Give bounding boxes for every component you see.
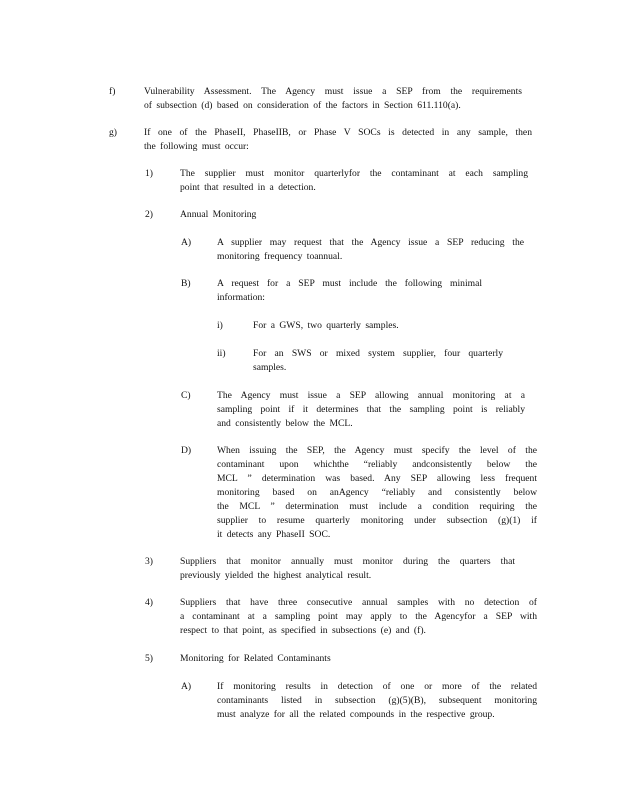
text-line: If one of the PhaseII, PhaseIIB, or Phase V SOCs is detected in any sample, then <box>144 127 532 138</box>
text-line: samples. <box>253 362 287 373</box>
text-line: sampling point if it determines that the sampling point is reliably <box>217 404 525 415</box>
text-line: When issuing the SEP, the Agency must specify the level of the <box>217 445 537 456</box>
item-label-g3: 3) <box>145 556 153 567</box>
text-line: and consistently below the MCL. <box>217 418 353 429</box>
item-label-g2C: C) <box>181 390 191 401</box>
item-label-g2D: D) <box>181 445 192 456</box>
item-label-g4: 4) <box>145 597 153 608</box>
text-line: the MCL ” determination must include a condition requiring the <box>217 501 537 512</box>
item-label-g1: 1) <box>145 168 153 179</box>
text-line: respect to that point, as specified in subsections (e) and (f). <box>180 625 426 636</box>
text-line: Annual Monitoring <box>180 209 257 220</box>
item-label-f: f) <box>109 86 116 97</box>
item-label-g2Bii: ii) <box>217 348 226 359</box>
item-text-g2 <box>180 208 528 222</box>
item-label-g2: 2) <box>145 209 153 220</box>
text-line: A request for a SEP must include the following minimal <box>217 278 482 289</box>
item-label-g2Bi: i) <box>217 320 223 331</box>
text-line: contaminant upon whichthe “reliably andconsistently below the <box>217 459 537 470</box>
text-line: A supplier may request that the Agency issue a SEP reducing the <box>217 237 524 248</box>
item-label-g2B: B) <box>181 278 191 289</box>
text-line: supplier to resume quarterly monitoring under subsection (g)(1) if <box>217 515 537 526</box>
text-line: must analyze for all the related compounds in the respective group. <box>217 709 495 720</box>
item-text-g2A <box>217 236 524 264</box>
text-line: of subsection (d) based on consideration of the factors in Section 611.110(a). <box>144 100 461 111</box>
text-line: If monitoring results in detection of one or more of the related <box>217 681 537 692</box>
item-text-g2Bii <box>253 347 503 375</box>
text-line: previously yielded the highest analytical result. <box>180 570 372 581</box>
item-text-g2C <box>217 389 525 431</box>
item-label-g2A: A) <box>181 237 192 248</box>
text-line: Suppliers that monitor annually must monitor during the quarters that <box>180 556 515 567</box>
text-line: contaminants listed in subsection (g)(5)(B), subsequent monitoring <box>217 695 537 706</box>
text-line: For a GWS, two quarterly samples. <box>253 320 399 331</box>
item-text-g5 <box>180 652 528 666</box>
text-line: For an SWS or mixed system supplier, four quarterly <box>253 348 503 359</box>
text-line: Monitoring for Related Contaminants <box>180 653 331 664</box>
item-text-g4 <box>180 596 537 638</box>
item-text-g2B <box>217 277 482 305</box>
text-line: monitoring frequency toannual. <box>217 251 343 262</box>
item-text-g2Bi <box>253 319 523 333</box>
text-line: monitoring based on anAgency “reliably and consistently below <box>217 487 537 498</box>
text-line: Suppliers that have three consecutive annual samples with no detection of <box>180 597 537 608</box>
item-label-g5A: A) <box>181 681 192 692</box>
item-text-g1 <box>180 167 528 195</box>
text-line: Vulnerability Assessment. The Agency must issue a SEP from the requirements <box>144 86 522 97</box>
item-label-g: g) <box>109 127 117 138</box>
text-line: information: <box>217 292 265 303</box>
text-line: The supplier must monitor quarterlyfor the contaminant at each sampling <box>180 168 528 179</box>
item-label-g5: 5) <box>145 653 153 664</box>
text-line: it detects any PhaseII SOC. <box>217 529 331 540</box>
text-line: a contaminant at a sampling point may apply to the Agencyfor a SEP with <box>180 611 537 622</box>
item-text-g5A <box>217 680 537 722</box>
text-line: The Agency must issue a SEP allowing annual monitoring at a <box>217 390 525 401</box>
item-text-g <box>144 126 532 154</box>
item-text-f <box>144 85 522 113</box>
item-text-g3 <box>180 555 515 583</box>
item-text-g2D <box>217 444 537 542</box>
text-line: MCL ” determination was based. Any SEP allowing less frequent <box>217 473 537 484</box>
text-line: point that resulted in a detection. <box>180 182 316 193</box>
text-line: the following must occur: <box>144 141 249 152</box>
